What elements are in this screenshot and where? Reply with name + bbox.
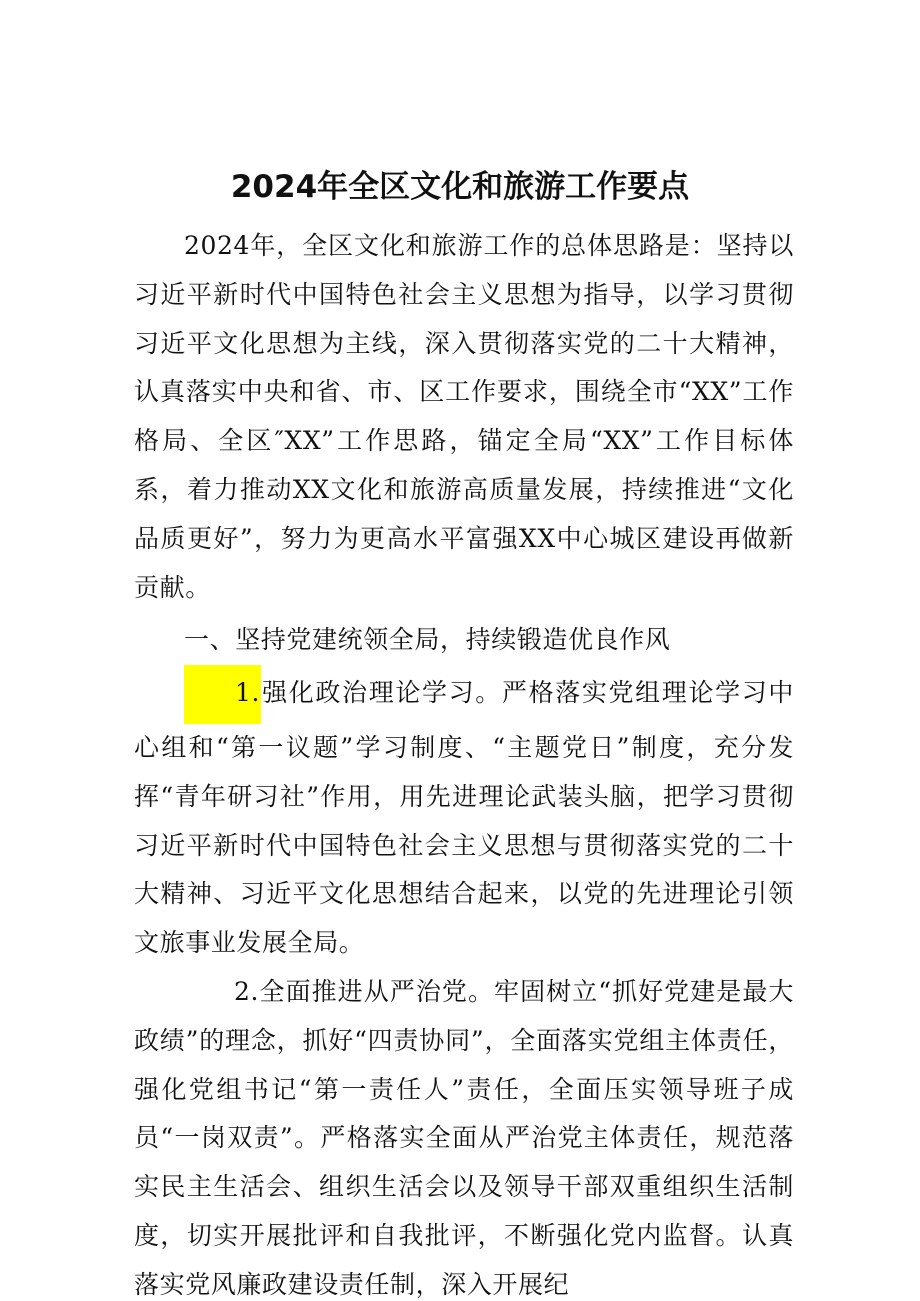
intro-paragraph: 2024年，全区文化和旅游工作的总体思路是：坚持以习近平新时代中国特色社会主义思想为指导，以学习贯彻习近平文化思想为主线，深入贯彻落实党的二十大精神，认真落实中央和省、市、区工作要求，围绕全市“XX”工作格局、全区″XX”工作思路，锚定全局“XX”工作目标体系，着力推动XX文化和旅游高质量发展，持续推进“文化品质更好”，努力为更高水平富强XX中心城区建设再做新贡献。: [134, 231, 794, 602]
item-2-text: 全面推进从严治党。牢固树立“抓好党建是最大政绩”的理念，抓好“四责协同”，全面落实党组主体责任，强化党组书记“第一责任人”责任，全面压实领导班子成员“一岗双责”。严格落实全面从严治党主体责任，规范落实民主生活会、组织生活会以及领导干部双重组织生活制度，切实开展批评和自我批评，不断强化党内监督。认真落实党风廉政建设责任制，深入开展纪: [134, 976, 794, 1299]
document-body: [134, 222, 794, 1301]
item-1-text: 强化政治理论学习。严格落实党组理论学习中心组和“第一议题”学习制度、“主题党日”制度，充分发挥“青年研习社”作用，用先进理论武装头脑，把学习贯彻习近平新时代中国特色社会主义思想与贯彻落实党的二十大精神、习近平文化思想结合起来，以党的先进理论引领文旅事业发展全局。: [134, 678, 794, 958]
section-heading-1: 一、坚持党建统领全局，持续锻造优良作风: [184, 625, 671, 655]
item-1-paragraph: [134, 665, 794, 968]
item-2-paragraph: [134, 968, 794, 1301]
document-title: 2024年全区文化和旅游工作要点: [230, 169, 690, 205]
item-2-number: 2.: [234, 976, 260, 1006]
item-1-number-highlighted: 1.: [184, 665, 261, 724]
